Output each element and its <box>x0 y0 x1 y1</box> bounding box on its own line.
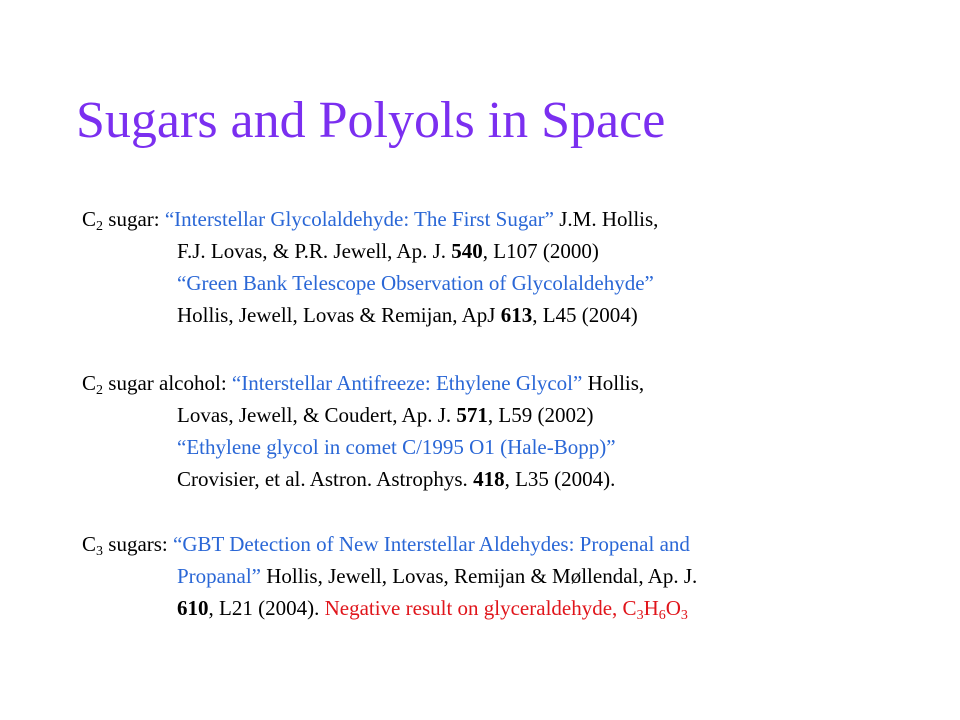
s3-volume: 610 <box>177 596 209 620</box>
s3-line-3: 610, L21 (2004). Negative result on glyceraldehyde, $C_3H_6O_3$ <box>177 596 688 623</box>
s1-quote-2: “Green Bank Telescope Observation of Glycolaldehyde” <box>177 271 654 295</box>
s2-line-1 <box>82 370 644 396</box>
s2-quote-2: “Ethylene glycol in comet C/1995 O1 (Hale-Bopp)” <box>177 435 616 459</box>
s3-line-2 <box>177 563 697 589</box>
s2-volume-2: 418 <box>473 467 505 491</box>
s3-lead: $C_3$ sugars: <box>82 532 174 559</box>
s1-authors-1: J.M. Hollis, <box>554 207 659 231</box>
s1-volume-2: 613 <box>500 303 533 327</box>
s1-line-4: Hollis, Jewell, Lovas & Remijan, ApJ 613, L45 (2004) <box>177 303 638 327</box>
s2-lead: $C_2$ sugar alcohol: <box>82 371 232 398</box>
s3-quote-1: “GBT Detection of New Interstellar Aldehydes: Propenal and <box>173 532 690 556</box>
s2-quote-1: “Interstellar Antifreeze: Ethylene Glycol” <box>231 371 583 395</box>
s2-line-4: Crovisier, et al. Astron. Astrophys. 418, L35 (2004). <box>177 467 616 491</box>
s1-line-1 <box>82 206 658 232</box>
s1-lead: $C_2$ sugar: <box>82 207 165 234</box>
s1-volume-1: 540 <box>451 239 483 263</box>
s1-quote-1: “Interstellar Glycolaldehyde: The First Sugar” <box>164 207 554 231</box>
s3-quote-1b: Propanal” <box>177 564 261 588</box>
s3-negative-result-note: Negative result on glyceraldehyde, $C_3H_6O_3$ <box>324 596 688 623</box>
s3-line-1 <box>82 531 690 557</box>
s3-authors: Hollis, Jewell, Lovas, Remijan & Møllendal, Ap. J. <box>260 564 698 588</box>
slide-title: Sugars and Polyols in Space <box>76 92 666 149</box>
s2-line-2: Lovas, Jewell, & Coudert, Ap. J. 571, L59 (2002) <box>177 403 594 427</box>
s2-volume-1: 571 <box>456 403 488 427</box>
s1-line-2: F.J. Lovas, & P.R. Jewell, Ap. J. 540, L107 (2000) <box>177 239 599 263</box>
s2-authors-1: Hollis, <box>582 371 645 395</box>
